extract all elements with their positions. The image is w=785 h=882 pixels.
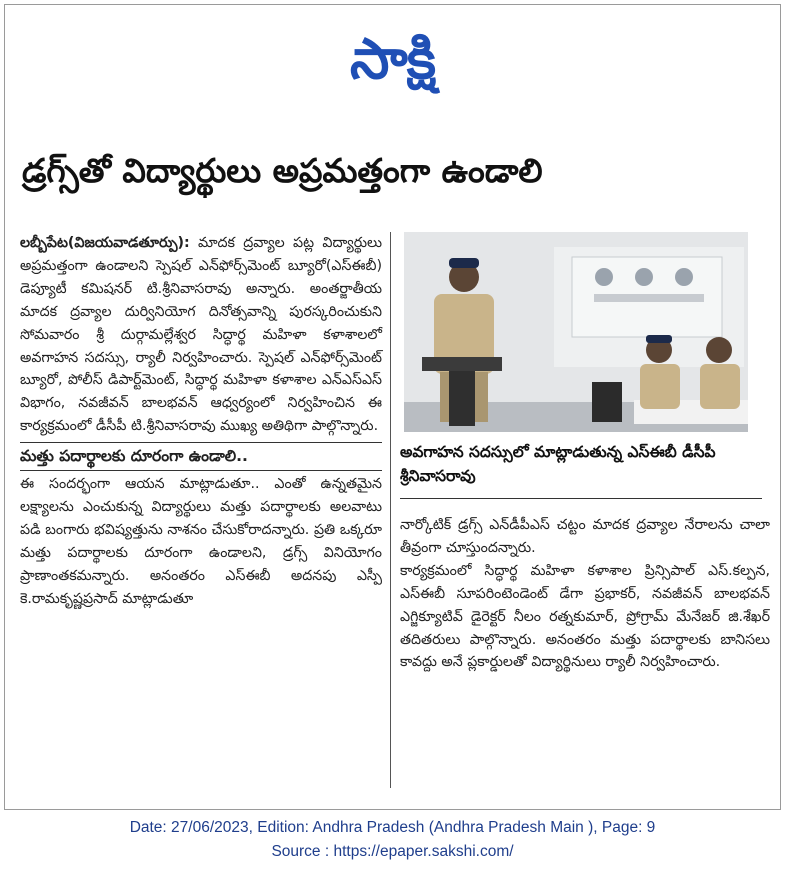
- article-paragraph-4: కార్యక్రమంలో సిద్ధార్థ మహిళా కళాశాల ప్రిన్సిపాల్ ఎస్.కల్పన, ఎస్ఈబీ సూపరింటెండెంట్ డేగా ప్రభాకర్, నవజీవన్ బాలభవన్ ఎగ్జిక్యూటివ్ డైరెక్టర్ నీలం రత్నకుమార్, ప్రోగ్రామ్ మేనేజర్ జి.శేఖర్ తదితరులు పాల్గొన్నారు. అనంతరం మత్తు పదార్థాలకు బానిసలు కావద్దు అనే ప్లకార్డులతో విద్యార్థినులు ర్యాలీ నిర్వహించారు.: [400, 562, 770, 671]
- photo-caption: అవగాహన సదస్సులో మాట్లాడుతున్న ఎస్ఈబీ డీసీపీ శ్రీనివాసరావు: [400, 443, 716, 485]
- article-column-right: [400, 514, 770, 674]
- article-paragraph-3: నార్కోటిక్ డ్రగ్స్ ఎన్‌డీపీఎస్ చట్టం మాదక ద్రవ్యాల నేరాలను చాలా తీవ్రంగా చూస్తుందన్నారు.: [400, 517, 770, 556]
- article-column-left: [20, 232, 382, 611]
- article-text-1: మాదక ద్రవ్యాల పట్ల విద్యార్థులు అప్రమత్తంగా ఉండాలని స్పెషల్ ఎన్‌ఫోర్స్‌మెంట్ బ్యూరో(ఎస్‌ఈబీ) డెప్యూటీ కమిషనర్ టి.శ్రీనివాసరావు అన్నారు. అంతర్జాతీయ మాదక ద్రవ్యాల దుర్వినియోగ దినోత్సవాన్ని పురస్కరించుకుని సోమవారం శ్రీ దుర్గామల్లేశ్వర సిద్ధార్థ మహిళా కళాశాలలో అవగాహన సదస్సు, ర్యాలీ నిర్వహించారు. స్పెషల్ ఎన్‌ఫోర్స్‌మెంట్ బ్యూరో, పోలీస్ డిపార్ట్‌మెంట్, సిద్ధార్థ మహిళా కళాశాల ఎన్ఎస్ఎస్ విభాగం, నవజీవన్ బాలభవన్ ఆధ్వర్యంలో నిర్వహించిన ఈ కార్యక్రమంలో డీసీపీ టి.శ్రీనివాసరావు ముఖ్య అతిథిగా పాల్గొన్నారు.: [20, 235, 382, 435]
- source-link[interactable]: Source : https://epaper.sakshi.com/: [271, 843, 514, 860]
- event-photo-illustration: [404, 232, 748, 432]
- edition-info: Date: 27/06/2023, Edition: Andhra Pradesh (Andhra Pradesh Main ), Page: 9: [129, 819, 656, 836]
- caption-divider: [400, 498, 762, 499]
- article-paragraph-2: ఈ సందర్భంగా ఆయన మాట్లాడుతూ.. ఎంతో ఉన్నతమైన లక్ష్యాలను ఎంచుకున్న విద్యార్థులు మత్తు పదార్థాలకు అలవాటు పడి బంగారు భవిష్యత్తును నాశనం చేసుకోరాదన్నారు. ప్రతి ఒక్కరూ మత్తు పదార్థాలకు దూరంగా ఉండాలని, డ్రగ్స్ వినియోగం ప్రాణాంతకమన్నారు. అనంతరం ఎస్ఈబీ అదనపు ఎస్పీ కె.రామకృష్ణప్రసాద్ మాట్లాడుతూ: [20, 476, 382, 607]
- newspaper-logo: సాక్షి: [350, 27, 435, 92]
- article-headline: డ్రగ్స్‌తో విద్యార్థులు అప్రమత్తంగా ఉండాలి: [22, 151, 543, 190]
- column-divider: [390, 232, 391, 788]
- article-subheading: మత్తు పదార్థాలకు దూరంగా ఉండాలి..: [20, 442, 382, 471]
- article-paragraph-1: [20, 232, 382, 438]
- article-dateline: లబ్బీపేట(విజయవాడతూర్పు):: [20, 235, 190, 251]
- article-photo: [404, 232, 748, 432]
- source-footer: [0, 816, 785, 864]
